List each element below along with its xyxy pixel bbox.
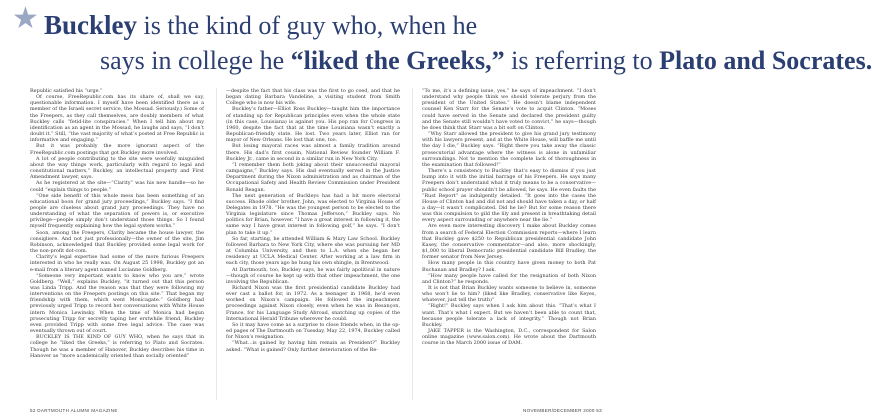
article-body (30, 88, 602, 404)
headline-line1-rest: is the kind of guy who, when he (137, 11, 478, 40)
paragraph: “How many people have called for the resignation of both Nixon and Clinton?” he responds. (422, 272, 596, 285)
footer-right: NOVEMBER/DECEMBER 2000 53 (523, 408, 602, 413)
paragraph: Buckley’s father—Elliot Ross Buckley—taught him the importance of standing up for Republican principles even when the whole state (in this case, Louisiana) is against you. His pop ran for Congress in 1960, despite the fact that at the time Louisiana wasn’t exactly a Republican-friendly state. He lost. Two years later, Elliot ran for mayor of New Orleans. He lost that one, too. (226, 106, 400, 144)
paragraph: A lot of people contributing to the site were woefully misguided about the way things work, particularly with regard to legal and constitutional matters,” Buckley, an intellectual property and First Amendment lawyer, says. (30, 155, 204, 181)
paragraph: Are even more interesting discovery I make about Buckley comes from a search of Federal Election Commission reports—where I learn that Buckley gave $250 to Republican presidential candidate John Kasey, the conservative commentator—and also, more shockingly, $1,000 to liberal Democratic presidential candidate Bill Bradley, the former senator from New Jersey. (422, 223, 596, 261)
paragraph: As he registered at the site—“Clarity” was his new handle—so he could “explain things to people.” (30, 180, 204, 193)
headline-name: Buckley (44, 10, 138, 40)
paragraph: “Why Starr allowed the president to give his grand jury testimony with his lawyers present, and at the White House, will baffle me until the day I die,” Buckley says. “Right there you take away the classic prosecutorial advantage where the witness is alone in unfamiliar surroundings. Not to mention the complete lack of thoroughness in the examination that followed!” (422, 131, 596, 168)
paragraph: Of course, FreeRepublic.com has its share of, shall we say, questionable information. I myself have been identified there as a member of the Israeli secret service, the Mossad. Seriously.) Some of the Freepers, as they call themselves, are doubly members of what Buckley calls “fetid-lite conspiracies.” When I tell him about my identification as an agent in the Mossad, he laughs and says, “I don’t doubt it.” Still, “the vast majority of what’s posted at Free Republic is informative and engaging.” (30, 94, 204, 144)
author-bio: JAKE TAPPER is the Washington, D.C., correspondent for Salon online magazine (www.salon.com). He wrote about the Dartmouth course in the March 2000 issue of DAM. (422, 328, 596, 347)
paragraph: Soon, among the Freepers, Clarity became the house lawyer, the consigliere. And not just professionally—the owner of the site, Jim Robinson, acknowledged that Buckley provided some legal work for the non-profit dot-com. (30, 229, 204, 255)
headline-line-1 (44, 10, 477, 41)
paragraph: Republic satisfied his “urge.” (30, 88, 103, 94)
paragraph: “Someone very important wants to know who you are,” wrote Goldberg. “Well,” explains Buckley, “it turned out that this person was Linda Tripp. And the reason was that they were following my interventions on the Freepers postings on this site.” That began my friendship with them, which went Monicagate.” Goldberg had previously urged Tripp to record her conversations with White House intern Monica Lewinsky. When the time of Monica had begun prosecuting Tripp for secretly taping her erstwhile friend, Buckley even provided Tripp with some free legal advice. The case was eventually thrown out of court. (30, 272, 204, 335)
column-1 (30, 88, 204, 400)
paragraph: The next generation of Buckleys has had a bit more electoral success. Rhode older brother, John, was elected to Virginia House of Delegates in 1978. “He was the youngest person to be elected to the Virginia legislature since Thomas Jefferson,” Buckley says. No politics for Brian, however. “I have a great interest in following it, the same way I have great interest in following golf,” he says. “I don’t plan to take it up.” (226, 192, 400, 236)
paragraph: But it was probably the more ignorant aspect of the FreeRepublic.com postings that got Buckley more involved. (30, 143, 204, 156)
paragraph: “What…is gained by having him remain as President?” Buckley asked. “What is gained? Only further deterioration of the Re- (226, 340, 400, 353)
paragraph: “I remember them both joking about their unsuccessful mayoral campaigns,” Buckley says. His dad eventually served in the Justice Department during the Nixon administration and as chairman of the Occupational Safety and Health Review Commission under President Ronald Reagan. (226, 161, 400, 193)
headline-line2-pre: says in college he (100, 46, 291, 75)
paragraph: At Dartmouth, too, Buckley says, he was fairly apolitical in nature—though of course he kept up with that other impeachment, the one involving the Republican. (226, 266, 400, 285)
footer-left: 52 DARTMOUTH ALUMNI MAGAZINE (30, 408, 118, 413)
paragraph: So far, starting, he attended William & Mary Law School. Buckley followed Barbara to New York City, where she was pursuing her MD at Columbia University, and then to L.A. when she began her residency at UCLA Medical Center. After working at a law firm in each city, those years ago he hung his own shingle, in Brentwood. (226, 235, 400, 267)
column-3 (422, 88, 596, 400)
column-2 (226, 88, 400, 400)
paragraph: “Right!” Buckley says when I ask him about this. “That’s what I want. That’s what I expect. But we haven’t been able to count that, because people tolerate a lack of integrity.” Though not Brian Buckley. (422, 303, 596, 328)
paragraph: There’s a consistency to Buckley that’s easy to dismiss if you just bump into it with the initial barrage of his Freepers. He says many Freepers don’t understand what it truly means to be a conservative—public school prayer shouldn’t be allowed, he says. He even faults the “Rust Report” as indulgently detailed. “It goes into the cases the House of Clinton had and did not and should have taken a day, or half a day—it wasn’t complicated. Did he lie? But for some reason there was this compulsion to gild the lily and present in breathtaking detail every aspect surrounding or anywhere near the lie.” (422, 168, 596, 224)
paragraph: But losing mayoral races was almost a family tradition around there. His dad’s first cousin, National Review founder William F. Buckley Jr., came in second in a similar run in New York City. (226, 143, 400, 162)
column-divider (216, 88, 217, 400)
paragraph: Richard Nixon was the first presidential candidate Buckley had ever cast a ballot for, in 1972. As a teenager in 1968, he’d even worked on Nixon’s campaign. He followed the impeachment proceedings against Nixon closely, even when he was in Besançon, France, for his Language Study Abroad, snatching up copies of the International Herald Tribune wherever he could. (226, 285, 400, 322)
column-divider (412, 88, 413, 400)
paragraph: “One side benefit of this whole mess has been something of an educational boon for grand jury proceedings,” Buckley says. “I find people are clueless about grand jury proceedings. They have no understanding of what the separation of powers is, or executive privilege—people simply don’t understand those things. So I found myself frequently explaining how the legal system works.” (30, 192, 204, 230)
paragraph: —despite the fact that his class was the first to go coed, and that he began dating Barbara Vandeline, a visiting student from Smith College who is now his wife. (226, 88, 400, 107)
section-lead-paragraph: BUCKLEY IS THE KIND OF GUY WHO, when he says that in college he “liked the Greeks,” is referring to Plato and Socrates. Though he was a member of Hanover, Buckley describes his time in Hanover as “more academically oriented than socially oriented” (30, 334, 204, 359)
headline-line-2 (100, 46, 872, 76)
paragraph: How many people in this country have given money to both Pat Buchanan and Bradley? I ask. (422, 260, 596, 273)
headline-line2-mid: is referring to (504, 46, 660, 75)
paragraph: So it may have come as a surprise to close friends when, in the op-ed pages of The Dartmouth on Tuesday, May 22, 1974, Buckley called for Nixon’s resignation. (226, 321, 400, 341)
star-icon: ★ (12, 1, 39, 36)
paragraph: “To me, it’s a defining issue, yes,” he says of impeachment. “I don’t understand why people think we should tolerate perjury from the president of the United States.” He doesn’t blame independent counsel Ken Starr for the Senate’s vote to acquit Clinton. “Moses could have served in the Senate and declared the president guilty and the Senate still wouldn’t have voted to convict,” he says—though he does think that Starr was a bit soft on Clinton. (422, 88, 596, 131)
paragraph: It is not that Brian Buckley wants someone to believe in, someone who won’t lie to him? (liked like Bradley, conservative like Keyes, whatever, just tell the truth)” (422, 285, 596, 304)
page-footer (30, 408, 602, 416)
headline-line2-end: Plato and Socrates. (659, 46, 872, 75)
headline-quote: “liked the Greeks,” (290, 46, 505, 75)
paragraph: Clarity’s legal expertise had some of the more furious Freepers interested in who he really was. On August 25 1998, Buckley got an e-mail from a literary agent named Lucianne Goldberg. (30, 254, 204, 273)
